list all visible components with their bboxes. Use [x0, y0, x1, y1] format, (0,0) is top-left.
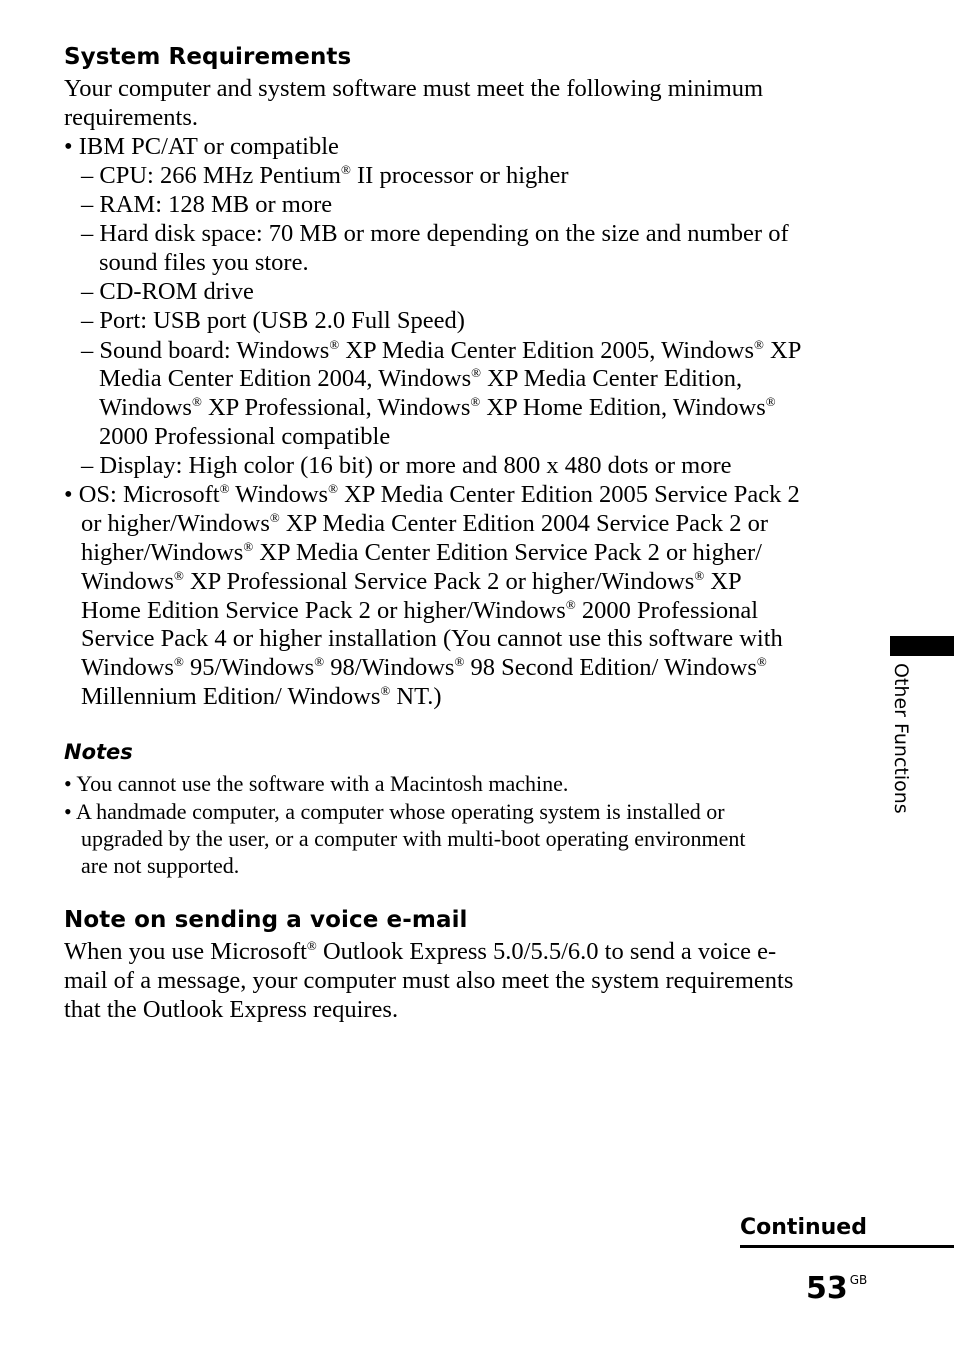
- req-os-line-6: Service Pack 4 or higher installation (You cannot use this software with: [81, 625, 783, 652]
- note-item-2-line-1: • A handmade computer, a computer whose operating system is installed or: [64, 799, 725, 824]
- note-item-2-line-2: upgraded by the user, or a computer with multi-boot operating environment: [81, 826, 746, 851]
- req-sound-line-1: – Sound board: Windows® XP Media Center Edition 2005, Windows® XP: [81, 337, 802, 364]
- voice-email-line-3: that the Outlook Express requires.: [64, 996, 399, 1023]
- continued-rule: [740, 1245, 954, 1248]
- req-os-line-4: Windows® XP Professional Service Pack 2 or higher/Windows® XP: [81, 568, 742, 595]
- req-sound-line-3: Windows® XP Professional, Windows® XP Home Edition, Windows®: [99, 394, 776, 421]
- voice-email-line-2: mail of a message, your computer must also meet the system requirements: [64, 967, 794, 994]
- req-cpu: – CPU: 266 MHz Pentium® II processor or higher: [81, 162, 569, 189]
- req-hdd-line-2: sound files you store.: [99, 249, 309, 276]
- req-os-line-2: or higher/Windows® XP Media Center Edition 2004 Service Pack 2 or: [81, 510, 769, 537]
- bullet-ibm-pc: • IBM PC/AT or compatible: [64, 133, 339, 160]
- req-os-line-1: • OS: Microsoft® Windows® XP Media Center Edition 2005 Service Pack 2: [64, 481, 800, 508]
- note-item-2-line-3: are not supported.: [81, 853, 240, 878]
- req-cdrom: – CD-ROM drive: [81, 278, 254, 305]
- notes-heading: Notes: [64, 740, 133, 764]
- intro-line-2: requirements.: [64, 104, 199, 131]
- page-number: 53 $^{GB}$: [806, 1271, 868, 1306]
- section-heading-system-requirements: System Requirements: [64, 44, 352, 70]
- intro-line-1: Your computer and system software must meet the following minimum: [64, 75, 764, 102]
- side-tab-label: [888, 663, 918, 848]
- continued-label: Continued: [740, 1215, 867, 1240]
- note-item-1: • You cannot use the software with a Macintosh machine.: [64, 771, 569, 796]
- req-os-line-8: Millennium Edition/ Windows® NT.): [81, 683, 442, 710]
- req-os-line-3: higher/Windows® XP Media Center Edition Service Pack 2 or higher/: [81, 539, 762, 566]
- req-os-line-7: Windows® 95/Windows® 98/Windows® 98 Second Edition/ Windows®: [81, 654, 767, 681]
- voice-email-line-1: When you use Microsoft® Outlook Express 5.0/5.5/6.0 to send a voice e-: [64, 938, 777, 965]
- req-hdd-line-1: – Hard disk space: 70 MB or more depending on the size and number of: [81, 220, 789, 247]
- page-suffix: GB: [849, 1273, 868, 1287]
- section-tab-marker: [890, 636, 954, 656]
- req-os-line-5: Home Edition Service Pack 2 or higher/Windows® 2000 Professional: [81, 597, 759, 624]
- side-tab-text: Other Functions: [890, 663, 912, 814]
- req-sound-line-2: Media Center Edition 2004, Windows® XP Media Center Edition,: [99, 365, 743, 392]
- req-display: – Display: High color (16 bit) or more and 800 x 480 dots or more: [81, 452, 732, 479]
- req-port: – Port: USB port (USB 2.0 Full Speed): [81, 307, 465, 334]
- req-ram: – RAM: 128 MB or more: [81, 191, 333, 218]
- section-heading-voice-email: Note on sending a voice e-mail: [64, 907, 468, 933]
- req-sound-line-4: 2000 Professional compatible: [99, 423, 391, 450]
